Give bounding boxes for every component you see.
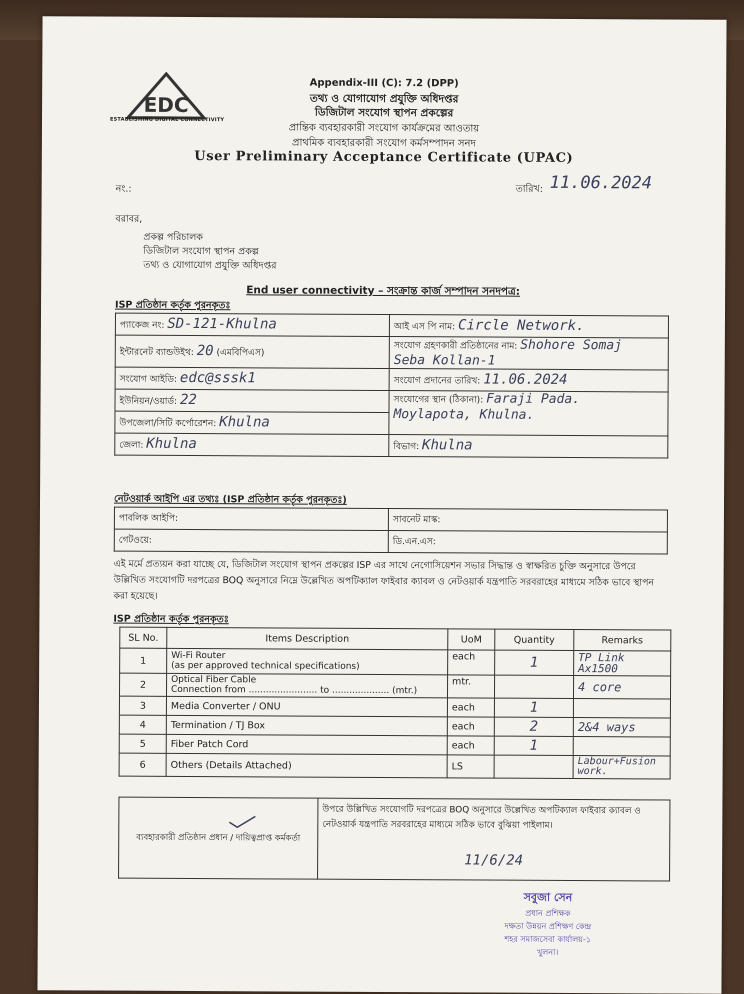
sl-cell: 3 <box>119 696 166 715</box>
remarks-cell <box>573 699 670 719</box>
division-value: Khulna <box>421 437 473 454</box>
recipient-value-2: Seba Kollan-1 <box>393 353 496 369</box>
dns-label: ডি.এন.এস: <box>388 531 667 554</box>
col-uom: UoM <box>448 629 495 650</box>
isp-fill-label: ISP প্রতিষ্ঠান কর্তৃক পুরনকৃতঃ <box>115 299 231 312</box>
sl-cell: 4 <box>119 715 166 734</box>
col-description: Items Description <box>167 627 448 649</box>
no-label: নং.: <box>115 183 132 195</box>
sl-cell: 2 <box>119 673 166 696</box>
stamp-name: সবুজা সেন <box>523 890 573 905</box>
item-description-detail: (as per approved technical specifications) <box>171 660 360 672</box>
svg-text:EDC: EDC <box>143 92 189 117</box>
item-description: Others (Details Attached) <box>166 753 447 777</box>
user-officer-label: ব্যবহারকারী প্রতিষ্ঠান প্রধান / দায়িত্বপ্রাপ্ত কর্মকর্তা <box>136 832 301 844</box>
quantity-cell <box>494 675 573 698</box>
quantity-cell: 1 <box>494 736 573 755</box>
item-description: Termination / TJ Box <box>166 715 447 735</box>
connection-date-value: 11.06.2024 <box>483 371 568 388</box>
location-value-1: Faraji Pada. <box>486 391 581 408</box>
bandwidth-unit: (এমবিপিএস) <box>216 348 265 359</box>
location-value-2: Moylapota, Khulna. <box>393 407 535 423</box>
certificate-page <box>37 16 726 994</box>
acknowledgement-text: উপরে উল্লিখিত সংযোগটি দরপত্রের BOQ অনুসারে উল্লেখিত অপটিক্যাল ফাইবার ক্যাবল ও নেটওয়ার্ক যন্ত্রপাতি সরবরাহের মাধ্যমে সঠিক ভাবে বুঝিয়া পাইলাম। <box>322 804 641 831</box>
address-line-2: ডিজিটাল সংযোগ স্থাপন প্রকল্প <box>143 245 259 258</box>
header-line-2: ডিজিটাল সংযোগ স্থাপন প্রকল্পের <box>314 106 454 120</box>
quantity-cell: 1 <box>494 698 573 717</box>
bandwidth-value: 20 <box>196 343 214 360</box>
items-table <box>119 627 672 780</box>
sl-cell: 6 <box>119 753 166 776</box>
sl-cell: 1 <box>120 648 167 673</box>
item-description: Fiber Patch Cord <box>166 734 447 754</box>
location-label: সংযোগের স্থান (ঠিকানা): <box>393 395 484 406</box>
stamp-line-1: প্রধান প্রশিক্ষক <box>525 908 571 918</box>
stamp-line-4: খুলনা। <box>537 947 559 957</box>
section-title: End user connectivity – সংক্রান্ত কার্জ সম্পাদন সনদপত্র: <box>246 284 520 298</box>
officer-stamp <box>478 889 618 961</box>
package-value: SD-121-Khulna <box>167 315 277 333</box>
union-value: 22 <box>179 391 197 409</box>
address-to: বরাবর, <box>115 213 143 225</box>
connection-id-label: সংযোগ আইডি: <box>119 374 178 385</box>
uom-cell: LS <box>447 755 494 778</box>
header-line-3: প্রান্তিক ব্যবহারকারী সংযোগ কার্যক্রমের আওতায় <box>288 122 480 135</box>
item-description: Wi-Fi Router <box>171 650 226 662</box>
network-title: নেটওয়ার্ক আইপি এর তথ্যঃ (ISP প্রতিষ্ঠান কর্তৃক পুরনকৃতঃ) <box>113 493 347 506</box>
recipient-label: সংযোগ গ্রহণকারী প্রতিষ্ঠানের নাম: <box>393 341 518 352</box>
connection-date-label: সংযোগ প্রদানের তারিখ: <box>393 376 481 387</box>
date-label: তারিখ: <box>515 183 543 195</box>
remarks-cell <box>573 737 670 757</box>
stamp-line-3: শহর সমাজসেবা কার্যালয়-১ <box>504 934 592 945</box>
bandwidth-label: ইন্টারনেট ব্যান্ডউইথ: <box>119 347 194 359</box>
isp-name-value: Circle Network. <box>458 317 585 335</box>
district-value: Khulna <box>146 435 197 453</box>
col-remarks: Remarks <box>574 630 671 652</box>
remarks-cell: Labour+Fusion work. <box>573 756 670 780</box>
stamp-line-2: দক্ষতা উন্নয়ন প্রশিক্ষণ কেন্দ্র <box>504 921 592 932</box>
declaration-text: এই মর্মে প্রত্যয়ন করা যাচ্ছে যে, ডিজিটাল সংযোগ স্থাপন প্রকল্পের ISP এর সাথে নেগোসিয়েশন সভার সিদ্ধান্ত ও স্বাক্ষরিত চুক্তি অনুসারে উপরে উল্লিখিত সংযোগটি দরপত্রের BOQ অনুসারে নিম্নে উল্লেখিত অপটিক্যাল ফাইবার ক্যাবল ও নেটওয়ার্ক যন্ত্রপাতি সরবরাহের মাধ্যমে সঠিক ভাবে স্থাপন করা হয়েছে। <box>113 558 654 602</box>
remarks-cell: 4 core <box>573 676 670 700</box>
upazila-label: উপজেলা/সিটি কর্পোরেশন: <box>119 418 217 430</box>
date-value: 11.06.2024 <box>549 172 653 194</box>
sl-cell: 5 <box>119 734 166 753</box>
header-line-4: প্রাথমিক ব্যবহারকারী সংযোগ কর্মসম্পাদন সনদ <box>291 137 476 150</box>
col-quantity: Quantity <box>495 629 574 650</box>
quantity-cell <box>494 755 573 778</box>
page-title: User Preliminary Acceptance Certificate (UPAC) <box>194 149 574 166</box>
division-label: বিভাগ: <box>393 442 420 453</box>
item-description: Optical Fiber Cable <box>171 674 257 686</box>
recipient-value-1: Shohore Somaj <box>520 337 623 354</box>
signature-date: 11/6/24 <box>464 852 524 869</box>
uom-cell: each <box>448 650 495 675</box>
connection-id-value: edc@sssk1 <box>179 369 256 387</box>
network-table <box>114 507 668 555</box>
appendix-label: Appendix-III (C): 7.2 (DPP) <box>309 77 459 90</box>
logo-subtitle: ESTABLISHING DIGITAL CONNECTIVITY <box>109 116 225 124</box>
table-row <box>120 648 671 676</box>
isp-fill-label-2: ISP প্রতিষ্ঠান কর্তৃক পুরনকৃতঃ <box>113 613 229 626</box>
items-header-row <box>120 627 671 651</box>
remarks-cell: 2&4 ways <box>573 718 670 738</box>
isp-name-label: আই এস পি নাম: <box>393 322 456 333</box>
address-line-3: তথ্য ও যোগাযোগ প্রযুক্তি অধিদপ্তর <box>143 259 277 272</box>
quantity-cell: 2 <box>494 717 573 736</box>
union-label: ইউনিয়ন/ওয়ার্ড: <box>119 396 178 407</box>
district-label: জেলা: <box>119 440 144 451</box>
header-line-1: তথ্য ও যোগাযোগ প্রযুক্তি অধিদপ্তর <box>309 92 459 106</box>
public-ip-label: পাবলিক আইপি: <box>114 507 388 530</box>
remarks-cell: TP Link Ax1500 <box>574 651 671 677</box>
checkmark-icon <box>227 814 257 828</box>
package-label: প্যাকেজ নং: <box>119 320 165 331</box>
signoff-table <box>118 797 670 882</box>
connection-info-table <box>114 313 669 459</box>
uom-cell: each <box>447 698 494 717</box>
col-sl: SL No. <box>120 627 167 648</box>
item-description: Media Converter / ONU <box>166 696 447 716</box>
uom-cell: mtr. <box>447 675 494 698</box>
gateway-label: গেটওয়ে: <box>114 529 388 552</box>
quantity-cell: 1 <box>495 650 574 675</box>
item-description-detail: Connection from ........................ to .................... (mtr.) <box>171 684 418 697</box>
uom-cell: each <box>447 736 494 755</box>
uom-cell: each <box>447 717 494 736</box>
table-row <box>119 753 670 779</box>
upazila-value: Khulna <box>219 414 270 431</box>
table-row <box>119 673 670 699</box>
subnet-label: সাবনেট মাস্ক: <box>388 509 667 532</box>
address-line-1: প্রকল্প পরিচালক <box>143 231 203 244</box>
